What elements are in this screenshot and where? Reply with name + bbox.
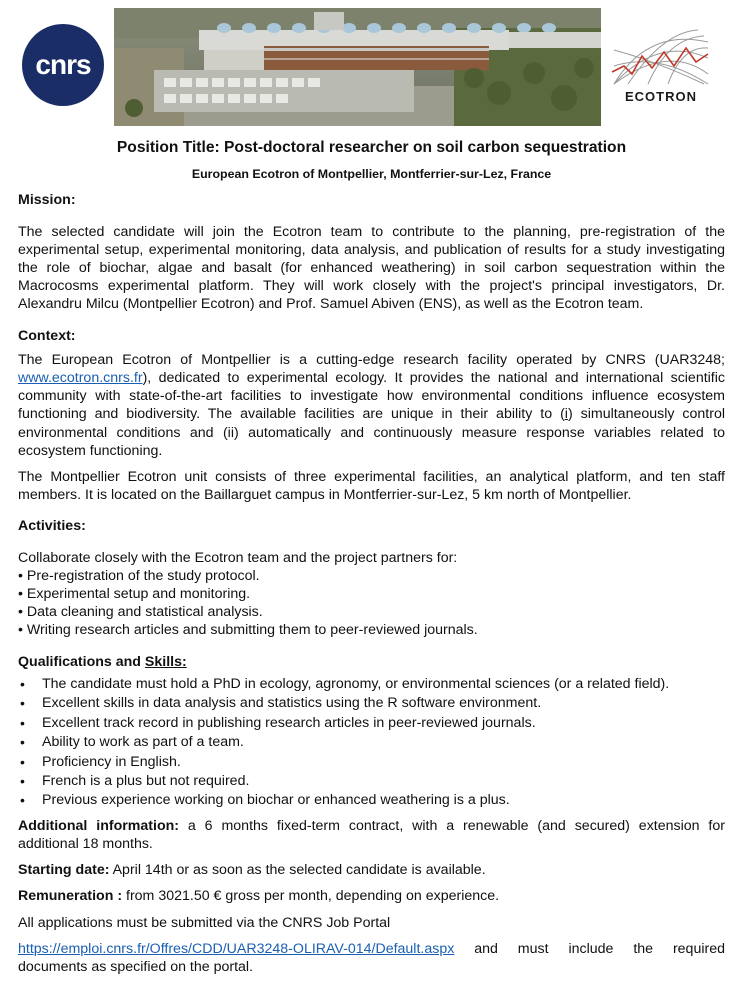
remuneration (18, 887, 725, 905)
activities-list (18, 567, 725, 640)
activities-heading: Activities: (18, 518, 86, 535)
mission-heading: Mission: (18, 192, 76, 209)
context-text-start: The European Ecotron of Montpellier is a cutting-edge research facility operated by CNRS (UAR3248; (18, 351, 725, 368)
mission-text: The selected candidate will join the Ecotron team to contribute to the planning, pre-registration of the experimental setup, experimental monitoring, data analysis, and publication of results for a study investigating the role of biochar, algae and basalt (for enhanced weathering) in soil carbon sequestration within the Macrocosms experimental platform. They will work closely with the project's principal investigators, Dr. Alexandru Milcu (Montpellier Ecotron) and Prof. Samuel Abiven (ENS), as well as the Ecotron team. (18, 223, 725, 313)
list-item: • Experimental setup and monitoring. (18, 585, 725, 603)
list-item: • French is a plus but not required. (18, 772, 725, 791)
context-text-middle: ), dedicated to experimental ecology. It provides the national and international scientific community with state-of-the-art facilities to investigate how environmental conditions influence ecosystem functioning and biodiversity. The available facilities are unique in their ability to ( (18, 370, 725, 423)
context-roman-i: i (564, 406, 568, 423)
additional-information-label: Additional information: (18, 817, 179, 834)
list-item: • Ability to work as part of a team. (18, 733, 725, 752)
additional-information-text: a 6 months fixed-term contract, with a renewable (and secured) extension for additional 18 months. (18, 817, 725, 852)
list-item: • Excellent track record in publishing research articles in peer-reviewed journals. (18, 714, 725, 733)
skills-heading-text: Skills: (144, 653, 187, 670)
header (0, 0, 743, 128)
qualifications-heading-text: Qualifications and (18, 653, 145, 670)
list-item: • Data cleaning and statistical analysis. (18, 603, 725, 621)
ecotron-logo (608, 22, 714, 104)
context-text-end: ) simultaneously control environmental conditions and (ii) automatically and continuously measure response variables related to ecosystem functioning. (18, 406, 726, 459)
applications-line: All applications must be submitted via the CNRS Job Portal (18, 914, 391, 931)
starting-date-text: April 14th or as soon as the selected candidate is available. (109, 862, 486, 879)
cnrs-logo-text: cnrs (35, 49, 91, 80)
list-item: • Excellent skills in data analysis and statistics using the R software environment. (18, 694, 725, 713)
ecotron-logo-graphic (608, 22, 714, 88)
applications-link-line (18, 940, 725, 958)
list-item: • Proficiency in English. (18, 753, 725, 772)
list-item: • The candidate must hold a PhD in ecology, agronomy, or environmental sciences (or a related field). (18, 675, 725, 694)
applications-text-after-link: and must include the required (454, 940, 725, 957)
ecotron-logo-text: ECOTRON (625, 89, 697, 104)
list-item: • Writing research articles and submitting them to peer-reviewed journals. (18, 621, 725, 639)
ecotron-website-link[interactable]: www.ecotron.cnrs.fr (18, 370, 143, 387)
activities-intro: Collaborate closely with the Ecotron team and the project partners for: (18, 549, 458, 566)
list-item: • Previous experience working on biochar or enhanced weathering is a plus. (18, 791, 725, 810)
context-heading: Context: (18, 327, 76, 344)
remuneration-label: Remuneration : (18, 888, 123, 905)
qualifications-heading (18, 653, 725, 671)
applications-last-line: documents as specified on the portal. (18, 958, 254, 975)
qualifications-list (18, 675, 725, 811)
starting-date (18, 861, 725, 879)
list-item: • Pre-registration of the study protocol. (18, 567, 725, 585)
context-paragraph-2: The Montpellier Ecotron unit consists of three experimental facilities, an analytical platform, and ten staff members. It is located on the Baillarguet campus in Montferrier-sur-Lez, 5 km north of Montpellier. (18, 469, 725, 504)
cnrs-job-portal-link[interactable]: https://emploi.cnrs.fr/Offres/CDD/UAR3248-OLIRAV-014/Default.aspx (18, 940, 455, 957)
ecotron-building-photo (114, 8, 601, 126)
page-subtitle: European Ecotron of Montpellier, Montferrier-sur-Lez, France (191, 167, 552, 182)
additional-information (18, 817, 725, 853)
page-title: Position Title: Post-doctoral researcher on soil carbon sequestration (116, 139, 627, 156)
starting-date-label: Starting date: (18, 862, 110, 879)
job-posting (18, 136, 725, 976)
context-paragraph-1 (18, 351, 725, 460)
cnrs-logo (22, 24, 104, 106)
remuneration-text: from 3021.50 € gross per month, depending on experience. (122, 888, 500, 905)
